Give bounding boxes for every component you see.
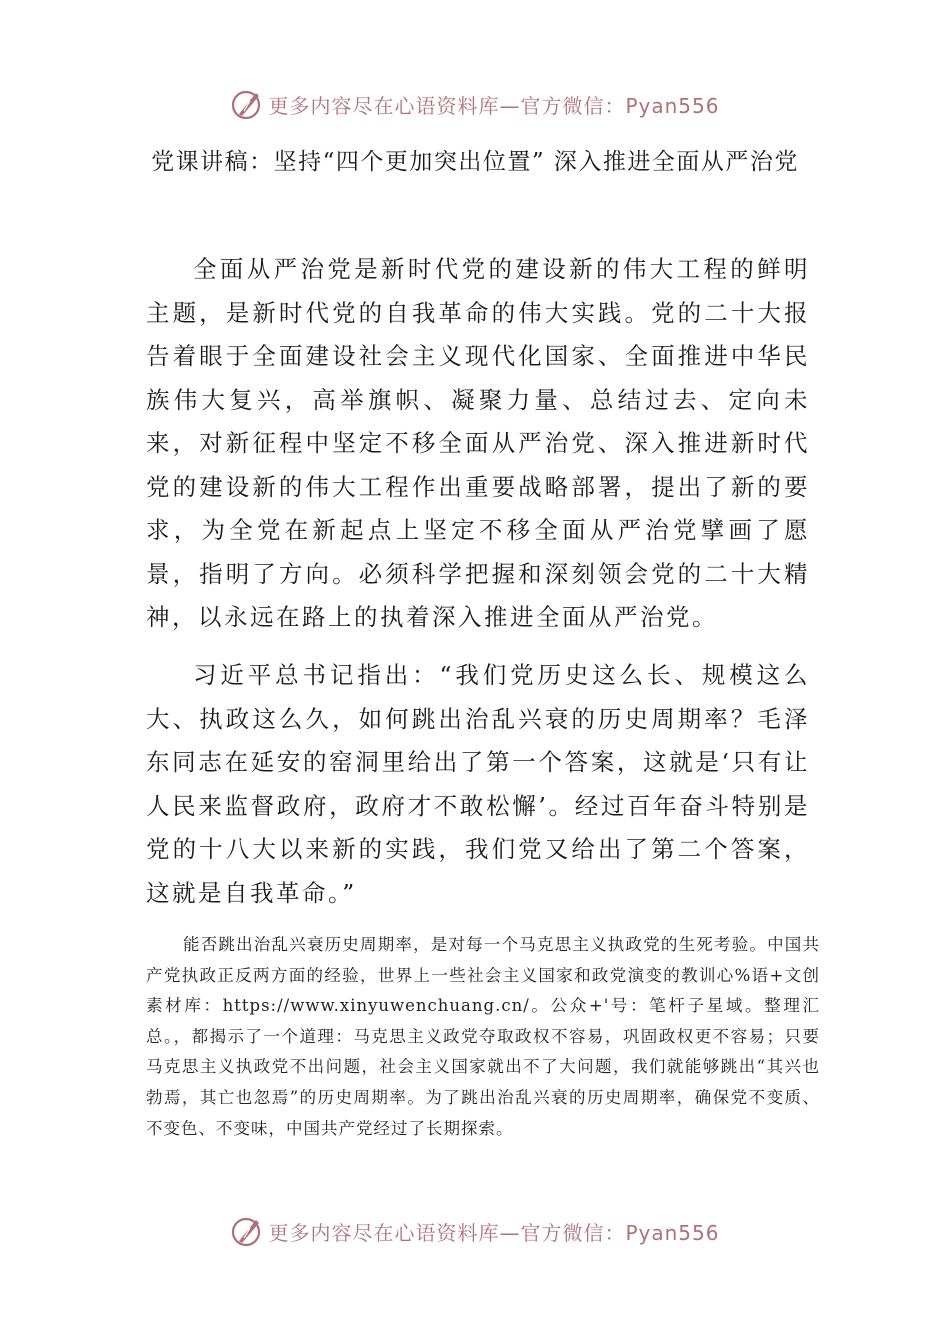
quill-logo-icon xyxy=(230,1214,264,1248)
document-title: 党课讲稿：坚持“四个更加突出位置” 深入推进全面从严治党 xyxy=(151,149,799,175)
body-paragraph-1: 全面从严治党是新时代党的建设新的伟大工程的鲜明主题，是新时代党的自我革命的伟大实践。党的二十大报告着眼于全面建设社会主义现代化国家、全面推进中华民族伟大复兴，高举旗帜、凝聚力量、总结过去、定向未来，对新征程中坚定不移全面从严治党、深入推进新时代党的建设新的伟大工程作出重要战略部署，提出了新的要求，为全党在新起点上坚定不移全面从严治党擘画了愿景，指明了方向。必须科学把握和深刻领会党的二十大精神，以永远在路上的执着深入推进全面从严治党。 xyxy=(146,255,810,631)
footer-banner xyxy=(0,1211,950,1251)
header-banner xyxy=(0,84,950,124)
footer-banner-text: 更多内容尽在心语资料库—官方微信：Pyan556 xyxy=(268,1220,720,1245)
body-paragraph-2: 习近平总书记指出：“我们党历史这么长、规模这么大、执政这么久，如何跳出治乱兴衰的历史周期率？毛泽东同志在延安的窑洞里给出了第一个答案，这就是‘只有让人民来监督政府，政府才不敢松懈’。经过百年奋斗特别是党的十八大以来新的实践，我们党又给出了第二个答案，这就是自我革命。” xyxy=(146,661,810,907)
header-banner-text: 更多内容尽在心语资料库—官方微信：Pyan556 xyxy=(268,93,720,118)
quill-logo-icon xyxy=(230,87,264,121)
small-text-paragraph: 能否跳出治乱兴衰历史周期率，是对每一个马克思主义执政党的生死考验。中国共产党执政正反两方面的经验，世界上一些社会主义国家和政党演变的教训心%语+文创素材库：https://www.xinyuwenchuang.cn/。公众+'号：笔杆子星域。整理汇总。，都揭示了一个道理：马克思主义政党夺取政权不容易，巩固政权更不容易；只要马克思主义执政党不出问题，社会主义国家就出不了大问题，我们就能够跳出“其兴也勃焉，其亡也忽焉”的历史周期率。为了跳出治乱兴衰的历史周期率，确保党不变质、不变色、不变味，中国共产党经过了长期探索。 xyxy=(146,935,820,1138)
